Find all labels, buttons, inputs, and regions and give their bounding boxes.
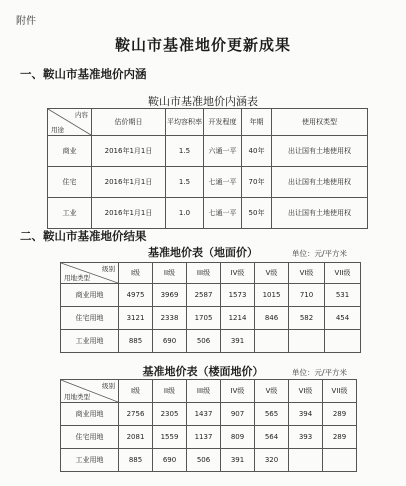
corner-top-label: 级别: [102, 382, 115, 390]
table-cell: 六通一平: [204, 136, 242, 167]
grade-header: II级: [153, 380, 187, 403]
table-row: [61, 403, 357, 426]
table-cell: 582: [289, 307, 325, 330]
table-row: [61, 426, 357, 449]
table-cell: 3969: [153, 284, 187, 307]
table-cell: 846: [255, 307, 289, 330]
table-cell: 564: [255, 426, 289, 449]
table-row: [61, 284, 361, 307]
table-row: [61, 307, 361, 330]
table-cell: 531: [325, 284, 361, 307]
grade-header: III级: [187, 380, 221, 403]
land-price-unit: 单位：元/平方米: [292, 249, 348, 258]
table-cell: [289, 449, 323, 472]
table-cell: 2016年1月1日: [92, 167, 166, 198]
table-row: [61, 449, 357, 472]
grade-header: VI级: [289, 263, 325, 284]
attachment-label: 附件: [16, 16, 36, 27]
table-cell: 1.5: [166, 136, 204, 167]
connotation-table-title: 鞍山市基准地价内涵表: [148, 95, 258, 108]
table-cell: [255, 330, 289, 353]
table-row: [48, 167, 368, 198]
floor-price-unit: 单位：元/平方米: [292, 368, 348, 377]
row-label: 商业: [48, 136, 92, 167]
grade-header: I级: [119, 263, 153, 284]
table-cell: 2016年1月1日: [92, 198, 166, 229]
column-header: 年期: [242, 109, 272, 136]
section2-heading: 二、鞍山市基准地价结果: [20, 229, 147, 243]
table-cell: 289: [323, 403, 357, 426]
table-header-row: [61, 380, 357, 403]
grade-header: V级: [255, 263, 289, 284]
corner-top-label: 级别: [102, 265, 115, 273]
table-cell: 出让国有土地使用权: [272, 198, 368, 229]
table-cell: 1214: [221, 307, 255, 330]
table-row: [48, 136, 368, 167]
corner-bottom-label: 用途: [51, 126, 64, 134]
table-cell: 1137: [187, 426, 221, 449]
table-cell: 1705: [187, 307, 221, 330]
column-header: 平均容积率: [166, 109, 204, 136]
diagonal-header-cell: [48, 109, 92, 136]
table-cell: 4975: [119, 284, 153, 307]
row-label: 商业用地: [61, 403, 119, 426]
table-cell: 809: [221, 426, 255, 449]
table-header-row: [61, 263, 361, 284]
table-cell: 289: [323, 426, 357, 449]
corner-top-label: 内容: [75, 111, 88, 119]
table-cell: [325, 330, 361, 353]
table-cell: 885: [119, 449, 153, 472]
table-cell: 1573: [221, 284, 255, 307]
table-cell: 393: [289, 426, 323, 449]
grade-header: VII级: [325, 263, 361, 284]
row-label: 工业: [48, 198, 92, 229]
table-cell: 1437: [187, 403, 221, 426]
table-cell: 2338: [153, 307, 187, 330]
table-row: [61, 330, 361, 353]
connotation-table: [47, 108, 368, 229]
table-cell: 391: [221, 449, 255, 472]
table-cell: 1.0: [166, 198, 204, 229]
corner-bottom-label: 用地类型: [64, 274, 90, 282]
land-price-table-title: 基准地价表（地面价）: [148, 246, 258, 259]
grade-header: II级: [153, 263, 187, 284]
column-header: 开发程度: [204, 109, 242, 136]
table-cell: 2756: [119, 403, 153, 426]
grade-header: IV级: [221, 263, 255, 284]
table-cell: 2305: [153, 403, 187, 426]
table-cell: 565: [255, 403, 289, 426]
table-cell: 1.5: [166, 167, 204, 198]
table-row: [48, 198, 368, 229]
table-cell: 454: [325, 307, 361, 330]
floor-price-table: [60, 379, 357, 472]
table-cell: [323, 449, 357, 472]
table-cell: 40年: [242, 136, 272, 167]
table-cell: 3121: [119, 307, 153, 330]
row-label: 工业用地: [61, 330, 119, 353]
table-cell: 506: [187, 449, 221, 472]
table-cell: 907: [221, 403, 255, 426]
table-cell: 1559: [153, 426, 187, 449]
row-label: 工业用地: [61, 449, 119, 472]
document-title: 鞍山市基准地价更新成果: [114, 36, 291, 54]
table-header-row: [48, 109, 368, 136]
table-cell: 七通一平: [204, 198, 242, 229]
table-cell: 710: [289, 284, 325, 307]
section1-heading: 一、鞍山市基准地价内涵: [20, 67, 147, 81]
table-cell: 690: [153, 330, 187, 353]
grade-header: IV级: [221, 380, 255, 403]
table-cell: 2016年1月1日: [92, 136, 166, 167]
floor-price-table-title: 基准地价表（楼面地价）: [142, 365, 264, 378]
table-cell: 出让国有土地使用权: [272, 136, 368, 167]
corner-bottom-label: 用地类型: [64, 393, 90, 401]
table-cell: 50年: [242, 198, 272, 229]
grade-header: V级: [255, 380, 289, 403]
grade-header: VI级: [289, 380, 323, 403]
column-header: 估价期日: [92, 109, 166, 136]
table-cell: 1015: [255, 284, 289, 307]
table-cell: 506: [187, 330, 221, 353]
table-cell: 2587: [187, 284, 221, 307]
land-price-table: [60, 262, 361, 353]
row-label: 商业用地: [61, 284, 119, 307]
table-cell: 394: [289, 403, 323, 426]
table-cell: 391: [221, 330, 255, 353]
grade-header: I级: [119, 380, 153, 403]
table-cell: 320: [255, 449, 289, 472]
diagonal-header-cell: [61, 263, 119, 284]
table-cell: 2081: [119, 426, 153, 449]
column-header: 使用权类型: [272, 109, 368, 136]
row-label: 住宅: [48, 167, 92, 198]
row-label: 住宅用地: [61, 426, 119, 449]
table-cell: 885: [119, 330, 153, 353]
table-cell: 七通一平: [204, 167, 242, 198]
table-cell: 70年: [242, 167, 272, 198]
table-cell: [289, 330, 325, 353]
grade-header: VII级: [323, 380, 357, 403]
grade-header: III级: [187, 263, 221, 284]
table-cell: 690: [153, 449, 187, 472]
row-label: 住宅用地: [61, 307, 119, 330]
table-cell: 出让国有土地使用权: [272, 167, 368, 198]
diagonal-header-cell: [61, 380, 119, 403]
